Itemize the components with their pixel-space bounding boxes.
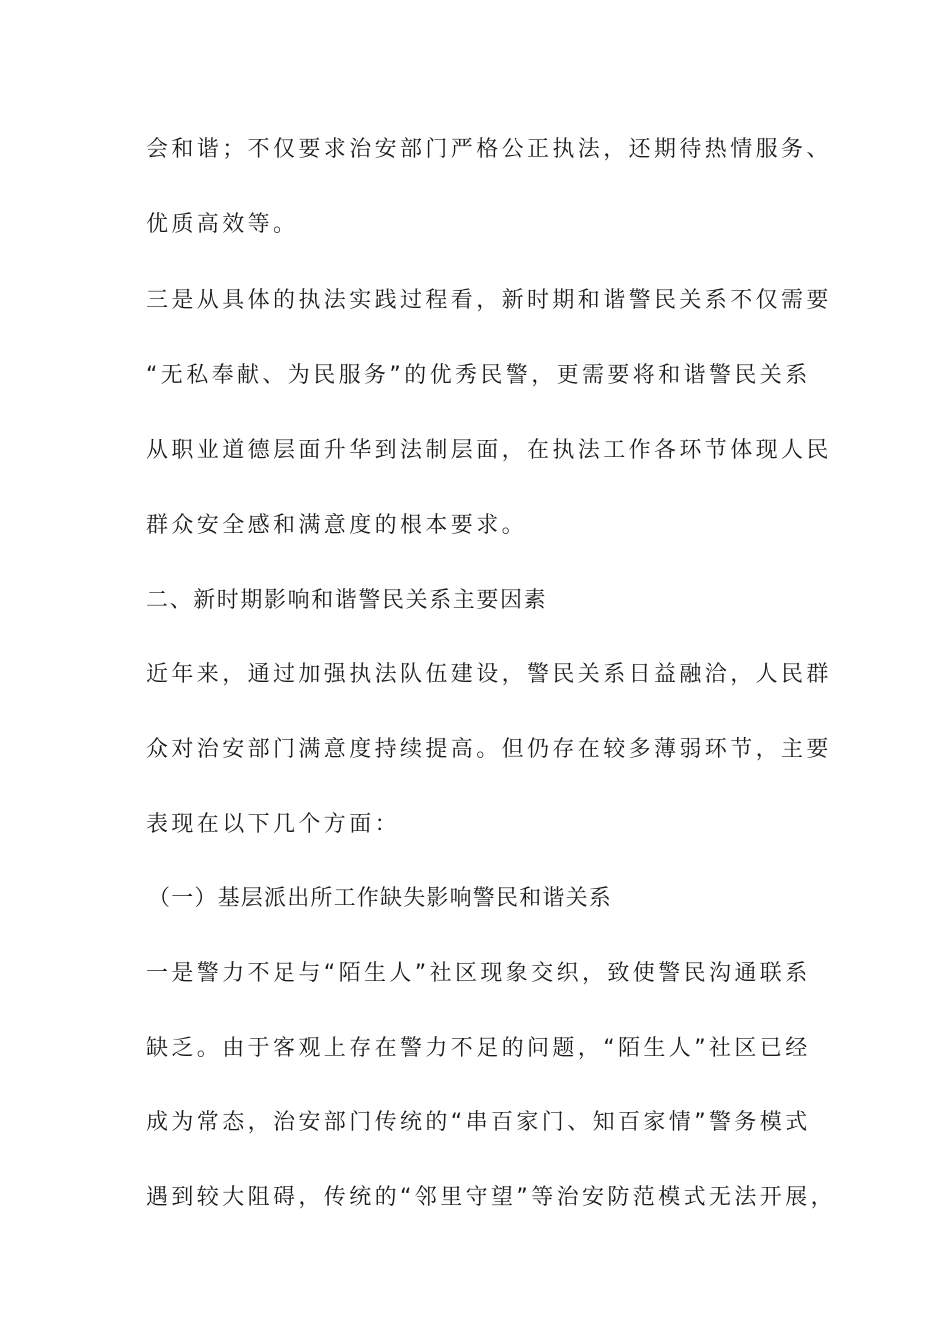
subsection-heading: （一）基层派出所工作缺失影响警民和谐关系 [148,886,613,911]
text-line-9: 众对治安部门满意度持续提高。但仍存在较多薄弱环节，主要 [146,737,832,762]
text-line-5: 从职业道德层面升华到法制层面，在执法工作各环节体现人民 [146,438,832,463]
text-line-10: 表现在以下几个方面： [146,812,401,837]
text-line-13: 缺乏。由于客观上存在警力不足的问题，“陌生人”社区已经 [146,1036,811,1061]
text-line-14: 成为常态，治安部门传统的“串百家门、知百家情”警务模式 [146,1110,811,1135]
text-line-2: 优质高效等。 [146,212,299,237]
text-line-12: 一是警力不足与“陌生人”社区现象交织，致使警民沟通联系 [146,961,811,986]
text-line-4: “无私奉献、为民服务”的优秀民警，更需要将和谐警民关系 [146,363,811,388]
text-line-8: 近年来，通过加强执法队伍建设，警民关系日益融洽，人民群 [146,662,832,687]
section-heading: 二、新时期影响和谐警民关系主要因素 [146,588,548,613]
text-line-15: 遇到较大阻碍，传统的“邻里守望”等治安防范模式无法开展， [146,1185,836,1210]
text-line-1: 会和谐；不仅要求治安部门严格公正执法，还期待热情服务、 [146,137,832,162]
text-line-3: 三是从具体的执法实践过程看，新时期和谐警民关系不仅需要 [146,288,832,313]
text-line-6: 群众安全感和满意度的根本要求。 [146,513,528,538]
